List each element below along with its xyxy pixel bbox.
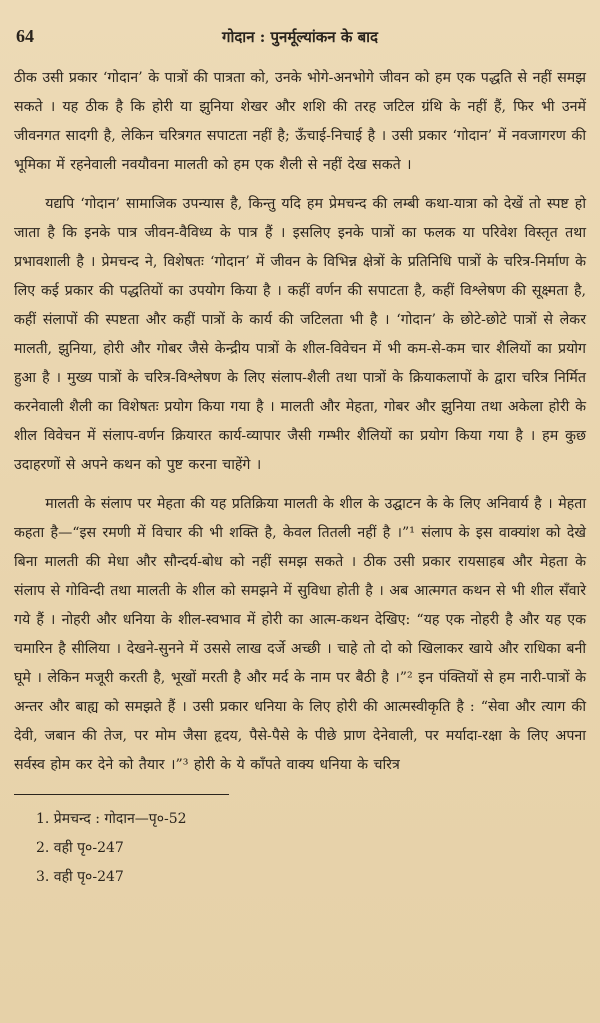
footnotes	[14, 805, 586, 892]
paragraph-3: मालती के संलाप पर मेहता की यह प्रतिक्रिया मालती के शील के उद्घाटन के के लिए अनिवार्य है । मेहता कहता है—“इस रमणी में विचार की भी शक्ति है, केवल तितली नहीं है ।”¹ संलाप के इस वाक्यांश को देखे बिना मालती की मेधा और सौन्दर्य-बोध को नहीं समझ सकते । ठीक उसी प्रकार रायसाहब और मेहता के संलाप से गोविन्दी तथा मालती के शील को समझने में सुविधा होती है । अब आत्मगत कथन से भी शील सँवारे गये हैं । नोहरी और धनिया के शील-स्वभाव में होरी का आत्म-कथन देखिए: “यह एक नोहरी है और यह एक चमारिन है सीलिया । देखने-सुनने में उससे लाख दर्जे अच्छी । चाहे तो दो को खिलाकर खाये और राधिका बनी घूमे । लेकिन मजूरी करती है, भूखों मरती है और मर्द के नाम पर बैठी है ।”² इन पंक्तियों से हम नारी-पात्रों के अन्तर और बाह्य को समझते हैं । उसी प्रकार धनिया के लिए होरी की आत्मस्वीकृति है : “सेवा और त्याग की देवी, जबान की तेज, पर मोम जैसा हृदय, पैसे-पैसे के पीछे प्राण देनेवाली, पर मर्यादा-रक्षा के लिए अपना सर्वस्व होम कर देने को तैयार ।”³ होरी के ये काँपते वाक्य धनिया के चरित्र	[14, 496, 586, 773]
page-header	[14, 26, 586, 54]
running-head: गोदान : पुनर्मूल्यांकन के बाद	[222, 28, 378, 46]
footnote-divider	[14, 794, 229, 795]
footnote-1: 1. प्रेमचन्द : गोदान—पृ०-52	[36, 811, 187, 827]
body-text	[14, 64, 586, 780]
paragraph-2: यद्यपि ‘गोदान’ सामाजिक उपन्यास है, किन्तु यदि हम प्रेमचन्द की लम्बी कथा-यात्रा को देखें तो स्पष्ट हो जाता है कि इनके पात्र जीवन-वैविध्य के पात्र हैं । इसलिए इनके पात्रों का फलक या परिवेश विस्तृत तथा प्रभावशाली है । प्रेमचन्द ने, विशेषतः ‘गोदान’ में जीवन के विभिन्न क्षेत्रों के प्रतिनिधि पात्रों के चरित्र-निर्माण के लिए कई प्रकार की पद्धतियों का उपयोग किया है । कहीं वर्णन की सपाटता है, कहीं विश्लेषण की सूक्ष्मता है, कहीं संलापों की स्पष्टता और कहीं पात्रों के कार्य की जटिलता भी है । ‘गोदान’ के छोटे-छोटे पात्रों से लेकर मालती, झुनिया, होरी और गोबर जैसे केन्द्रीय पात्रों के शील-विवेचन में भी कम-से-कम चार शैलियों का प्रयोग हुआ है । मुख्य पात्रों के चरित्र-विश्लेषण के लिए संलाप-शैली तथा पात्रों के क्रियाकलापों के द्वारा चरित्र निर्मित करनेवाली शैली का विशेषतः प्रयोग किया गया है । मालती और मेहता, गोबर और झुनिया तथा अकेला होरी के शील विवेचन में संलाप-वर्णन क्रियारत कार्य-व्यापार जैसी गम्भीर शैलियों का प्रयोग किया गया है । हम कुछ उदाहरणों से अपने कथन को पुष्ट करना चाहेंगे ।	[14, 196, 586, 473]
footnote-3: 3. वही पृ०-247	[36, 869, 124, 885]
paragraph-1: ठीक उसी प्रकार ‘गोदान’ के पात्रों की पात्रता को, उनके भोगे-अनभोगे जीवन को हम एक पद्धति से नहीं समझ सकते । यह ठीक है कि होरी या झुनिया शेखर और शशि की तरह जटिल ग्रंथि के नहीं हैं, फिर भी उनमें जीवनगत सादगी है, लेकिन चरित्रगत सपाटता नहीं है; ऊँचाई-निचाई है । उसी प्रकार ‘गोदान’ में नवजागरण की भूमिका में रहनेवाली नवयौवना मालती को हम एक शैली से नहीं देख सकते ।	[14, 70, 586, 173]
footnote-2: 2. वही पृ०-247	[36, 840, 124, 856]
page-number: 64	[16, 26, 34, 46]
